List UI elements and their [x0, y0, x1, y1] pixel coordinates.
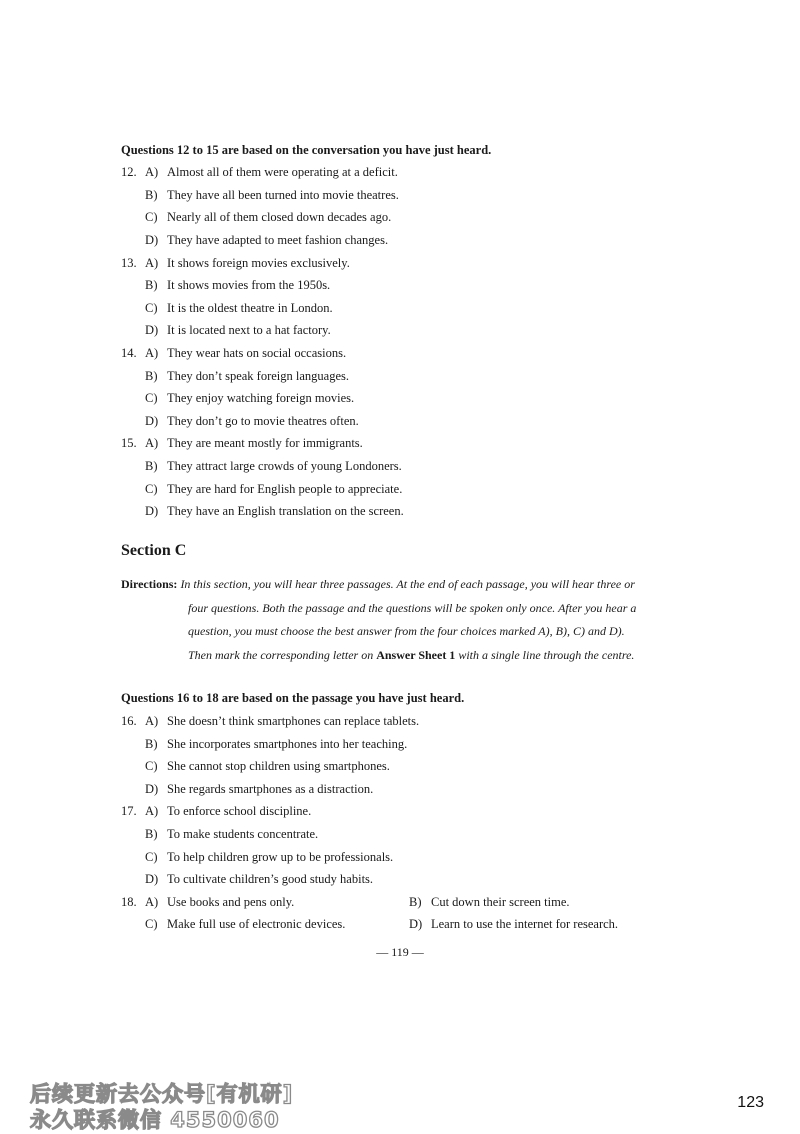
- question-14-option-c: C) They enjoy watching foreign movies.: [145, 391, 355, 405]
- question-13-option-a: A) It shows foreign movies exclusively.: [145, 256, 350, 270]
- question-18-number: 18.: [121, 895, 137, 909]
- question-12-option-c: C) Nearly all of them closed down decades ago.: [145, 210, 392, 224]
- question-16-option-a: A) She doesn’t think smartphones can replace tablets.: [145, 714, 420, 728]
- questions-12-15-heading: Questions 12 to 15 are based on the conversation you have just heard.: [121, 143, 492, 157]
- question-15-option-a: A) They are meant mostly for immigrants.: [145, 436, 363, 450]
- question-14-option-a: A) They wear hats on social occasions.: [145, 346, 347, 360]
- question-18-option-a: A) Use books and pens only.: [145, 895, 295, 909]
- question-18-option-b: B) Cut down their screen time.: [409, 895, 570, 909]
- directions-line-3: question, you must choose the best answer from the four choices marked A), B), C) and D).: [188, 624, 625, 638]
- question-14-option-d: D) They don’t go to movie theatres often.: [145, 414, 359, 428]
- watermark-line-2: 永久联系微信 4550060: [30, 1108, 280, 1132]
- question-16-option-d: D) She regards smartphones as a distraction.: [145, 782, 374, 796]
- directions-line-4-tail: with a single line through the centre.: [458, 647, 635, 662]
- question-17-option-d: D) To cultivate children’s good study habits.: [145, 872, 374, 886]
- question-12-option-b: B) They have all been turned into movie theatres.: [145, 188, 399, 202]
- watermark-line-1: 后续更新去公众号[有机研]: [30, 1082, 294, 1106]
- question-16-number: 16.: [121, 714, 137, 728]
- question-18-option-d: D) Learn to use the internet for research.: [409, 917, 619, 931]
- question-15-number: 15.: [121, 436, 137, 450]
- section-c-directions: [121, 573, 681, 667]
- answer-sheet-label: Answer Sheet 1: [376, 647, 456, 662]
- corner-page-number: 123: [737, 1094, 764, 1111]
- section-c-title: Section C: [121, 542, 187, 559]
- directions-line-1: In this section, you will hear three passages. At the end of each passage, you will hear three or: [180, 577, 635, 591]
- question-17-number: 17.: [121, 804, 137, 818]
- question-17-option-a: A) To enforce school discipline.: [145, 804, 312, 818]
- question-number: 12.: [121, 165, 137, 179]
- question-13-option-c: C) It is the oldest theatre in London.: [145, 301, 333, 315]
- directions-line-2: four questions. Both the passage and the questions will be spoken only once. After you hear a: [188, 600, 637, 615]
- option-a: A) Almost all of them were operating at a deficit.: [145, 165, 398, 179]
- question-13-option-d: D) It is located next to a hat factory.: [145, 323, 331, 337]
- question-17-option-c: C) To help children grow up to be professionals.: [145, 850, 394, 864]
- question-16-option-b: B) She incorporates smartphones into her teaching.: [145, 737, 408, 751]
- question-15-option-b: B) They attract large crowds of young Londoners.: [145, 459, 402, 473]
- question-13-option-b: B) It shows movies from the 1950s.: [145, 278, 331, 292]
- question-17-option-b: B) To make students concentrate.: [145, 827, 319, 841]
- directions-line-4: Then mark the corresponding letter on: [188, 647, 374, 662]
- questions-16-18-heading: Questions 16 to 18 are based on the passage you have just heard.: [121, 691, 465, 705]
- question-15-option-c: C) They are hard for English people to appreciate.: [145, 482, 403, 496]
- question-16-option-c: C) She cannot stop children using smartphones.: [145, 759, 390, 773]
- question-13-number: 13.: [121, 256, 137, 270]
- directions-label: Directions:: [121, 577, 178, 591]
- question-14-number: 14.: [121, 346, 137, 360]
- question-15-option-d: D) They have an English translation on the screen.: [145, 504, 404, 518]
- footer-page-number: — 119 —: [376, 945, 424, 959]
- question-14-option-b: B) They don’t speak foreign languages.: [145, 369, 350, 383]
- question-18-option-c: C) Make full use of electronic devices.: [145, 917, 346, 931]
- question-12-option-d: D) They have adapted to meet fashion changes.: [145, 233, 389, 247]
